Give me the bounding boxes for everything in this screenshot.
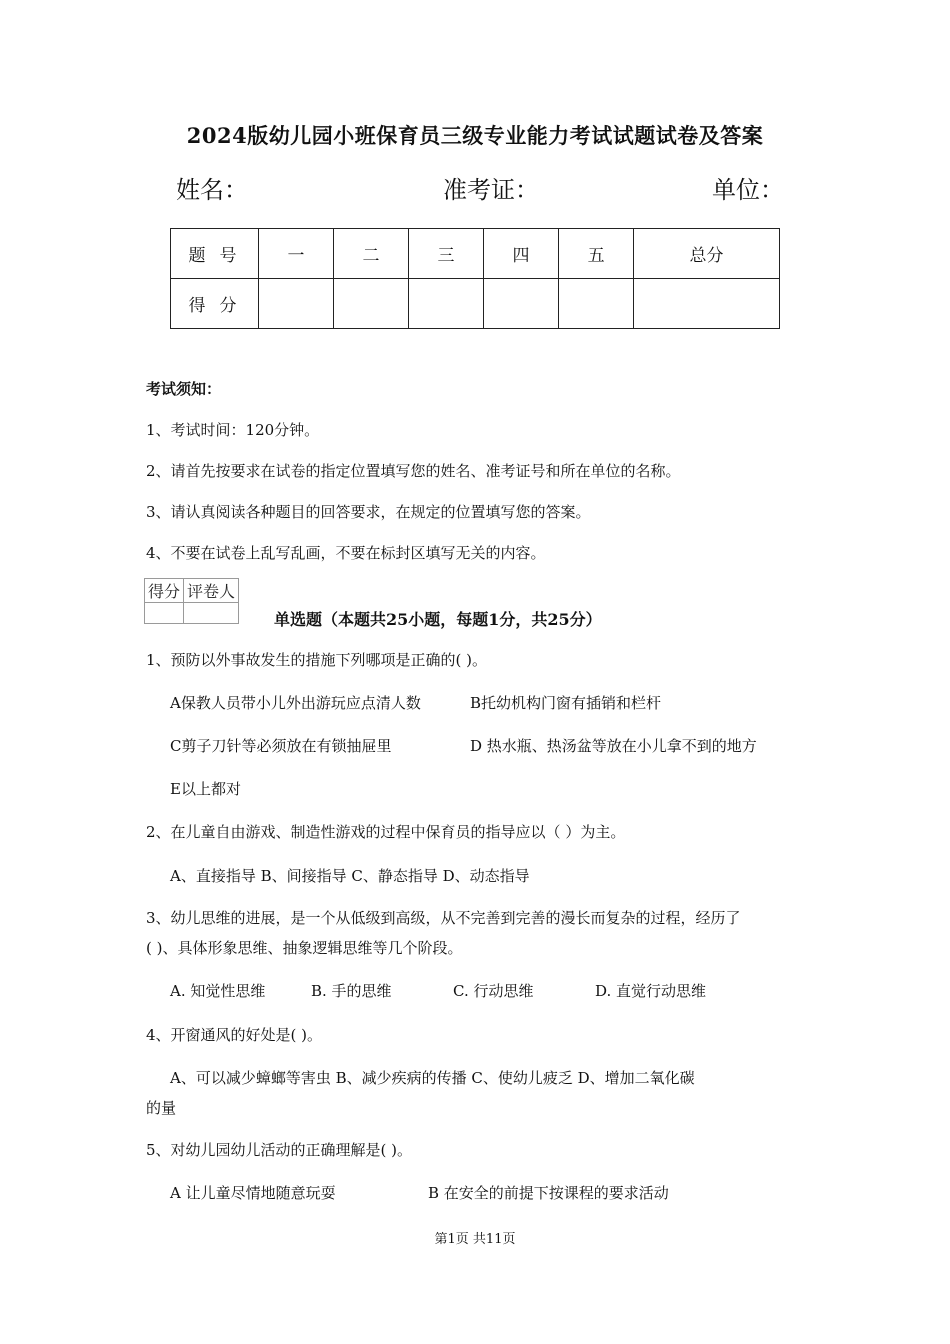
score-cell <box>634 279 780 329</box>
notice-item: 1、考试时间：120分钟。 <box>146 421 320 439</box>
notice-item: 3、请认真阅读各种题目的回答要求，在规定的位置填写您的答案。 <box>146 503 591 521</box>
question-option: E以上都对 <box>170 780 241 798</box>
score-table-col-1: 一 <box>259 229 334 279</box>
question-stem: 2、在儿童自由游戏、制造性游戏的过程中保育员的指导应以（ ）为主。 <box>146 823 626 841</box>
name-field-label: 姓名： <box>176 176 248 204</box>
notice-item: 4、不要在试卷上乱写乱画，不要在标封区填写无关的内容。 <box>146 544 546 562</box>
question-option: D. 直觉行动思维 <box>595 982 707 1000</box>
question-option: C. 行动思维 <box>453 982 534 1000</box>
unit-field-label: 单位： <box>712 176 784 204</box>
question-stem: 3、幼儿思维的进展，是一个从低级到高级，从不完善到完善的漫长而复杂的过程，经历了 <box>146 909 741 927</box>
grader-score-cell <box>145 603 184 624</box>
question-option: B. 手的思维 <box>311 982 392 1000</box>
score-table-col-2: 二 <box>334 229 409 279</box>
question-stem: 4、开窗通风的好处是( )。 <box>146 1026 323 1044</box>
score-table-col-5: 五 <box>559 229 634 279</box>
question-options-continued: 的量 <box>146 1099 177 1117</box>
score-cell <box>409 279 484 329</box>
question-options: A、可以减少蟑螂等害虫 B、减少疾病的传播 C、使幼儿疲乏 D、增加二氧化碳 <box>170 1069 695 1087</box>
score-cell <box>559 279 634 329</box>
score-cell <box>259 279 334 329</box>
question-option: B 在安全的前提下按课程的要求活动 <box>428 1184 669 1202</box>
notice-title: 考试须知： <box>146 380 222 398</box>
score-table-header-row <box>171 229 780 279</box>
question-options: A、直接指导 B、间接指导 C、静态指导 D、动态指导 <box>170 867 530 885</box>
question-option: D 热水瓶、热汤盆等放在小儿拿不到的地方 <box>470 737 757 755</box>
page-title: 2024版幼儿园小班保育员三级专业能力考试试题试卷及答案 <box>186 123 764 148</box>
question-option: A. 知觉性思维 <box>170 982 266 1000</box>
section-title: 单选题（本题共25小题，每题1分，共25分） <box>274 610 602 629</box>
score-table-col-total: 总分 <box>634 229 780 279</box>
question-option: C剪子刀针等必须放在有锁抽屉里 <box>170 737 392 755</box>
grader-box <box>144 578 239 624</box>
score-table-row-label: 题号 <box>171 229 259 279</box>
score-cell <box>334 279 409 329</box>
score-table-col-3: 三 <box>409 229 484 279</box>
question-stem-continued: ( )、具体形象思维、抽象逻辑思维等几个阶段。 <box>146 939 463 957</box>
score-table-score-row <box>171 279 780 329</box>
notice-item: 2、请首先按要求在试卷的指定位置填写您的姓名、准考证号和所在单位的名称。 <box>146 462 681 480</box>
score-table <box>170 228 780 329</box>
grader-score-label: 得分 <box>145 579 184 603</box>
question-option: A 让儿童尽情地随意玩耍 <box>170 1184 336 1202</box>
question-option: B托幼机构门窗有插销和栏杆 <box>470 694 662 712</box>
score-table-col-4: 四 <box>484 229 559 279</box>
grader-reviewer-cell <box>184 603 239 624</box>
question-stem: 1、预防以外事故发生的措施下列哪项是正确的( )。 <box>146 651 488 669</box>
grader-reviewer-label: 评卷人 <box>184 579 239 603</box>
question-option: A保教人员带小儿外出游玩应点清人数 <box>170 694 421 712</box>
question-stem: 5、对幼儿园幼儿活动的正确理解是( )。 <box>146 1141 413 1159</box>
score-cell <box>484 279 559 329</box>
score-table-row-label: 得分 <box>171 279 259 329</box>
page-footer: 第1页 共11页 <box>434 1232 516 1247</box>
exam-number-field-label: 准考证： <box>443 176 539 204</box>
